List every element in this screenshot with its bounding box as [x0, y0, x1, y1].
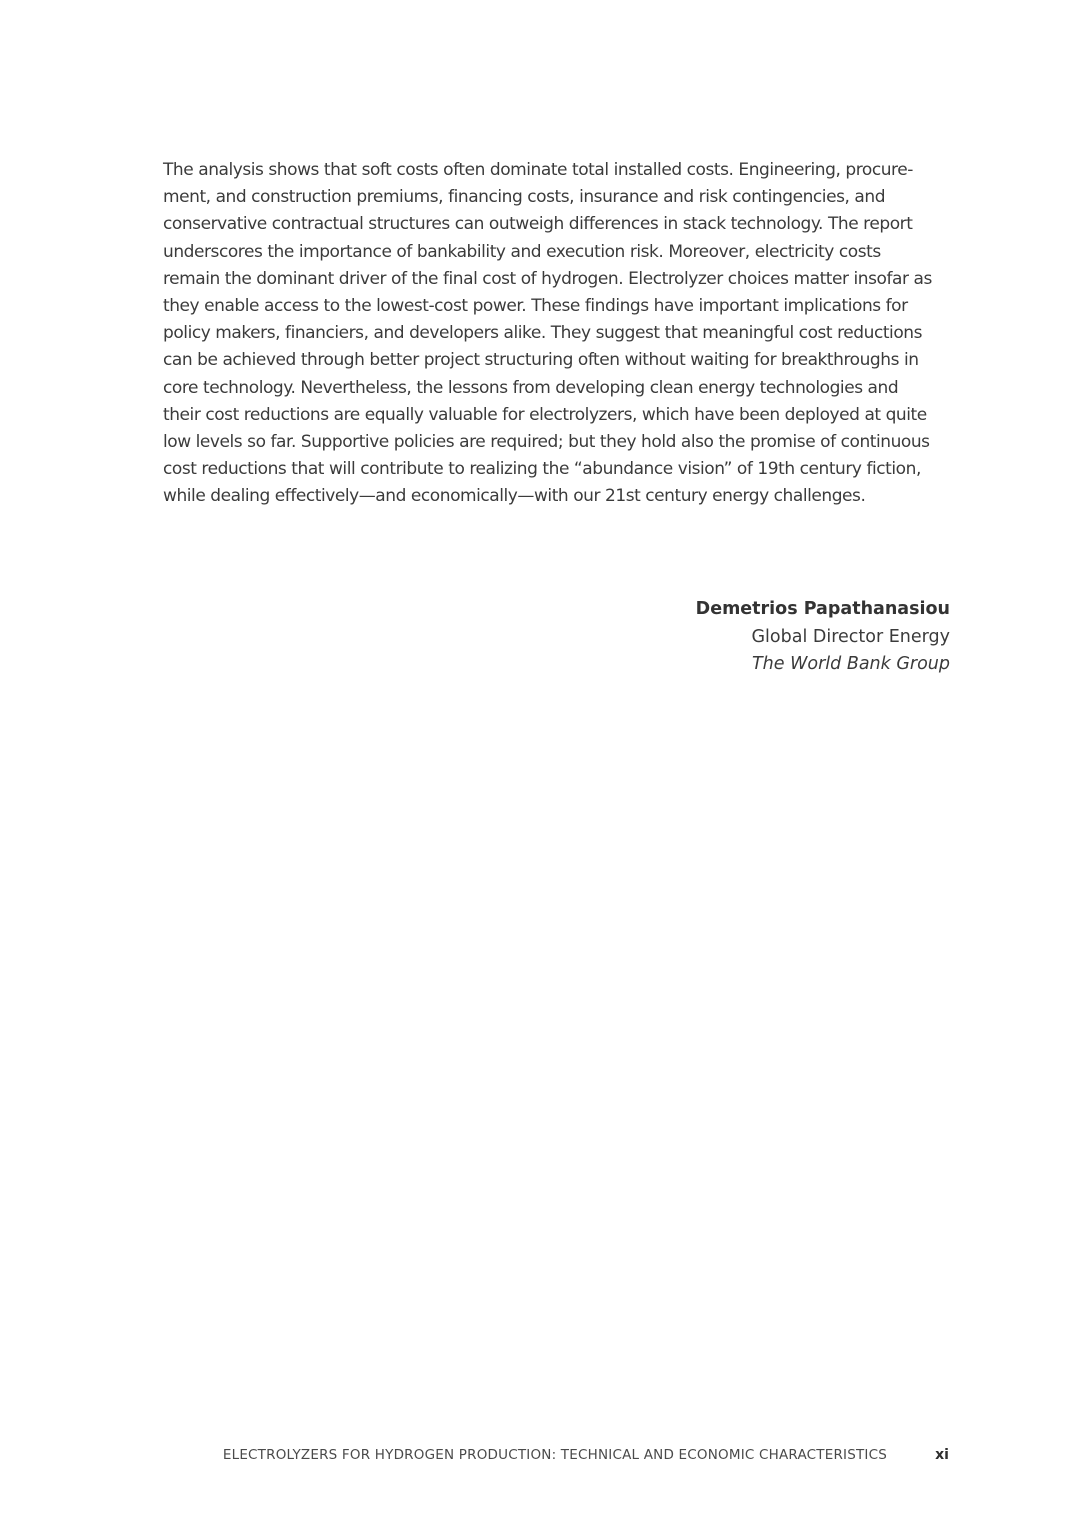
signatory-name: Demetrios Papathanasiou: [695, 599, 950, 619]
paragraph-line: conservative contractual structures can outweigh differences in stack technology. The report: [163, 214, 913, 235]
signature-block: [696, 596, 950, 679]
page-footer: [0, 1444, 1080, 1468]
paragraph-line: low levels so far. Supportive policies are required; but they hold also the promise of continuous: [163, 432, 930, 453]
paragraph-line: their cost reductions are equally valuable for electrolyzers, which have been deployed at quite: [163, 404, 927, 425]
paragraph-line: they enable access to the lowest-cost power. These findings have important implications for: [163, 296, 908, 317]
body-paragraph: [163, 157, 950, 511]
paragraph-line: cost reductions that will contribute to realizing the “abundance vision” of 19th century fiction,: [163, 459, 921, 480]
footer-running-title: ELECTROLYZERS FOR HYDROGEN PRODUCTION: TECHNICAL AND ECONOMIC CHARACTERISTICS: [222, 1447, 887, 1463]
paragraph-line: underscores the importance of bankability and execution risk. Moreover, electricity costs: [163, 241, 881, 262]
paragraph-line: can be achieved through better project structuring often without waiting for breakthroughs in: [163, 350, 919, 371]
paragraph-line: ment, and construction premiums, financing costs, insurance and risk contingencies, and: [163, 187, 886, 208]
signatory-title: Global Director Energy: [751, 626, 950, 647]
paragraph-line: while dealing effectively—and economically—with our 21st century energy challenges.: [163, 486, 866, 507]
paragraph-line: The analysis shows that soft costs often dominate total installed costs. Engineering, procure-: [163, 160, 913, 180]
paragraph-line: core technology. Nevertheless, the lessons from developing clean energy technologies and: [163, 377, 899, 398]
paragraph-line: remain the dominant driver of the final cost of hydrogen. Electrolyzer choices matter insofar as: [163, 268, 932, 289]
paragraph-line: policy makers, financiers, and developers alike. They suggest that meaningful cost reductions: [163, 323, 923, 344]
signatory-organization: The World Bank Group: [751, 654, 950, 674]
page-number: xi: [935, 1447, 949, 1463]
